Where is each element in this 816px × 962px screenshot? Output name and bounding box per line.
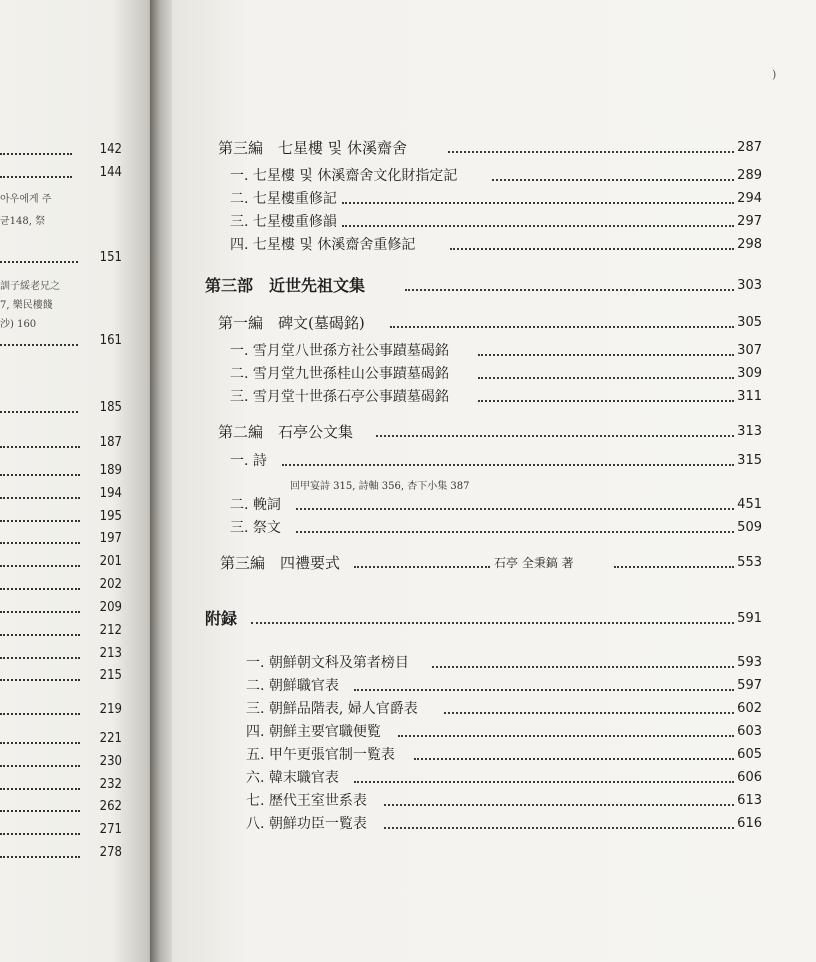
toc-item-row [246, 790, 762, 812]
toc-section-label: 第二編 石亭公文集 [218, 423, 354, 441]
left-toc-row [0, 775, 150, 795]
toc-item-row [230, 234, 762, 256]
dot-leader [614, 566, 734, 568]
toc-item-label: 八. 朝鮮功臣一覧表 [246, 816, 367, 832]
toc-page-number: 613 [737, 793, 762, 808]
left-toc-row [0, 820, 150, 840]
toc-item-label: 二. 雪月堂九世孫桂山公事蹟墓碣銘 [230, 366, 449, 382]
left-toc-row [0, 598, 150, 618]
left-toc-row [0, 484, 150, 504]
left-page-number: 142 [99, 142, 122, 157]
toc-page-number: 605 [737, 747, 762, 762]
left-page-number: 195 [99, 509, 122, 524]
dot-leader [296, 508, 734, 510]
toc-item-row [230, 450, 762, 472]
dot-leader [398, 735, 734, 737]
toc-page-number: 289 [737, 168, 762, 183]
left-note: 7, 樂民樓餞 [0, 300, 53, 311]
toc-page-number: 303 [737, 278, 762, 293]
toc-page-number: 606 [737, 770, 762, 785]
left-page-number: 213 [99, 646, 122, 661]
left-page-number: 189 [99, 463, 122, 478]
left-note: 균148, 祭 [0, 216, 46, 227]
left-note: 아우에게 주 [0, 194, 52, 205]
left-page-number: 271 [99, 822, 122, 837]
left-page-number: 197 [99, 531, 122, 546]
left-page-number: 219 [99, 702, 122, 717]
left-page-number: 187 [99, 435, 122, 450]
toc-page-number: 298 [737, 237, 762, 252]
toc-page-number: 509 [737, 520, 762, 535]
left-page-number: 144 [99, 165, 122, 180]
toc-item-label: 七. 歴代王室世系表 [246, 793, 367, 809]
toc-part-label: 第三部 近世先祖文集 [205, 276, 366, 295]
toc-item-row [246, 721, 762, 743]
dot-leader [376, 435, 734, 437]
toc-part-row [205, 275, 762, 297]
dot-leader [354, 689, 734, 691]
left-page-number: 212 [99, 623, 122, 638]
toc-item-label: 二. 輓詞 [230, 497, 281, 513]
toc-item-row [230, 494, 762, 516]
toc-page-number: 294 [737, 191, 762, 206]
toc-section-row [218, 137, 762, 159]
dot-leader [384, 804, 734, 806]
dot-leader [414, 758, 734, 760]
toc-item-label: 三. 七星樓重修韻 [230, 214, 337, 230]
toc-item-label: 四. 七星樓 및 休溪齋舍重修記 [230, 237, 416, 253]
toc-item-label: 二. 七星樓重修記 [230, 191, 337, 207]
left-toc-row [0, 575, 150, 595]
toc-item-row [230, 386, 762, 408]
left-toc-row [0, 700, 150, 720]
toc-section-row [220, 552, 762, 574]
left-toc-row [0, 461, 150, 481]
toc-page-number: 305 [737, 315, 762, 330]
toc-page-number: 591 [737, 611, 762, 626]
left-toc-row [0, 666, 150, 686]
left-page-number: 161 [99, 333, 122, 348]
left-toc-row [0, 163, 150, 183]
toc-item-row [230, 340, 762, 362]
toc-page-number: 307 [737, 343, 762, 358]
toc-page-number: 297 [737, 214, 762, 229]
dot-leader [282, 464, 734, 466]
toc-item-row [230, 211, 762, 233]
toc-item-label: 一. 七星樓 및 休溪齋舍文化財指定記 [230, 168, 458, 184]
dot-leader [354, 566, 490, 568]
toc-item-label: 一. 朝鮮朝文科及第者榜目 [246, 655, 409, 671]
toc-item-label: 一. 雪月堂八世孫方社公事蹟墓碣銘 [230, 343, 449, 359]
left-note: 沙) 160 [0, 319, 37, 330]
dot-leader [342, 202, 734, 204]
left-toc-row [0, 621, 150, 641]
left-toc-row [0, 248, 150, 268]
dot-leader [296, 531, 734, 533]
dot-leader [450, 248, 734, 250]
toc-item-label: 六. 韓末職官表 [246, 770, 339, 786]
toc-section-label: 第三編 七星樓 및 休溪齋舍 [218, 139, 408, 157]
left-toc-row [0, 797, 150, 817]
toc-page-number: 553 [737, 555, 762, 570]
toc-page-number: 313 [737, 424, 762, 439]
left-toc-row [0, 843, 150, 863]
left-page-number: 215 [99, 668, 122, 683]
dot-leader [478, 400, 734, 402]
toc-item-row [246, 698, 762, 720]
toc-item-row [246, 744, 762, 766]
toc-item-row [246, 675, 762, 697]
left-toc-row [0, 507, 150, 527]
toc-item-row [230, 363, 762, 385]
toc-part-row [205, 608, 762, 630]
toc-page-number: 311 [737, 389, 762, 404]
toc-page-number: 597 [737, 678, 762, 693]
left-toc-row [0, 331, 150, 351]
left-page-number: 278 [99, 845, 122, 860]
toc-item-label: 三. 雪月堂十世孫石亭公事蹟墓碣銘 [230, 389, 449, 405]
left-page-number: 202 [99, 577, 122, 592]
left-page-number: 151 [99, 250, 122, 265]
paper-mark: ) [772, 68, 777, 81]
toc-section-label: 第一編 碑文(墓碣銘) [218, 314, 365, 332]
toc-page-number: 603 [737, 724, 762, 739]
toc-item-row [246, 652, 762, 674]
toc-item-row [246, 767, 762, 789]
dot-leader [384, 827, 734, 829]
toc-page-number: 593 [737, 655, 762, 670]
toc-item-row [246, 813, 762, 835]
left-toc-row [0, 552, 150, 572]
dot-leader [444, 712, 734, 714]
dot-leader [448, 151, 734, 153]
dot-leader [478, 354, 734, 356]
dot-leader [432, 666, 734, 668]
left-page-number: 232 [99, 777, 122, 792]
left-toc-row [0, 752, 150, 772]
left-toc-row [0, 729, 150, 749]
dot-leader [390, 326, 734, 328]
toc-item-label: 五. 甲午更張官制一覧表 [246, 747, 395, 763]
dot-leader [492, 179, 734, 181]
toc-item-row [230, 517, 762, 539]
toc-page-number: 309 [737, 366, 762, 381]
left-page-number: 221 [99, 731, 122, 746]
toc-page-number: 287 [737, 140, 762, 155]
toc-author: 石亭 全秉鎬 著 [494, 556, 574, 570]
toc-section-label: 第三編 四禮要式 [220, 554, 341, 572]
dot-leader [405, 289, 734, 291]
left-page-number: 194 [99, 486, 122, 501]
left-note: 訓子綏老兄之 [0, 281, 60, 292]
toc-page-number: 602 [737, 701, 762, 716]
toc-item-row [230, 165, 762, 187]
left-page-number: 201 [99, 554, 122, 569]
toc-item-label: 一. 詩 [230, 453, 267, 469]
left-toc-row [0, 529, 150, 549]
dot-leader [342, 225, 734, 227]
toc-section-row [218, 312, 762, 334]
left-page-number: 262 [99, 799, 122, 814]
toc-section-row [218, 421, 762, 443]
dot-leader [478, 377, 734, 379]
toc-item-label: 三. 祭文 [230, 520, 281, 536]
toc-page-number: 616 [737, 816, 762, 831]
toc-item-label: 四. 朝鮮主要官職便覧 [246, 724, 381, 740]
left-page-number: 230 [99, 754, 122, 769]
dot-leader [251, 622, 734, 624]
toc-item-label: 三. 朝鮮品階表, 婦人官爵表 [246, 701, 418, 717]
toc-item-row [230, 188, 762, 210]
left-page-number: 185 [99, 400, 122, 415]
left-toc-row [0, 140, 150, 160]
toc-part-label: 附録 [205, 609, 238, 628]
right-page [172, 0, 816, 962]
toc-subnote: 回甲宴詩 315, 詩軸 356, 杏下小集 387 [290, 481, 470, 492]
dot-leader [354, 781, 734, 783]
toc-item-label: 二. 朝鮮職官表 [246, 678, 339, 694]
left-toc-row [0, 398, 150, 418]
left-toc-row [0, 644, 150, 664]
toc-page-number: 451 [737, 497, 762, 512]
toc-page-number: 315 [737, 453, 762, 468]
left-page [0, 0, 160, 962]
left-page-number: 209 [99, 600, 122, 615]
left-toc-row [0, 433, 150, 453]
